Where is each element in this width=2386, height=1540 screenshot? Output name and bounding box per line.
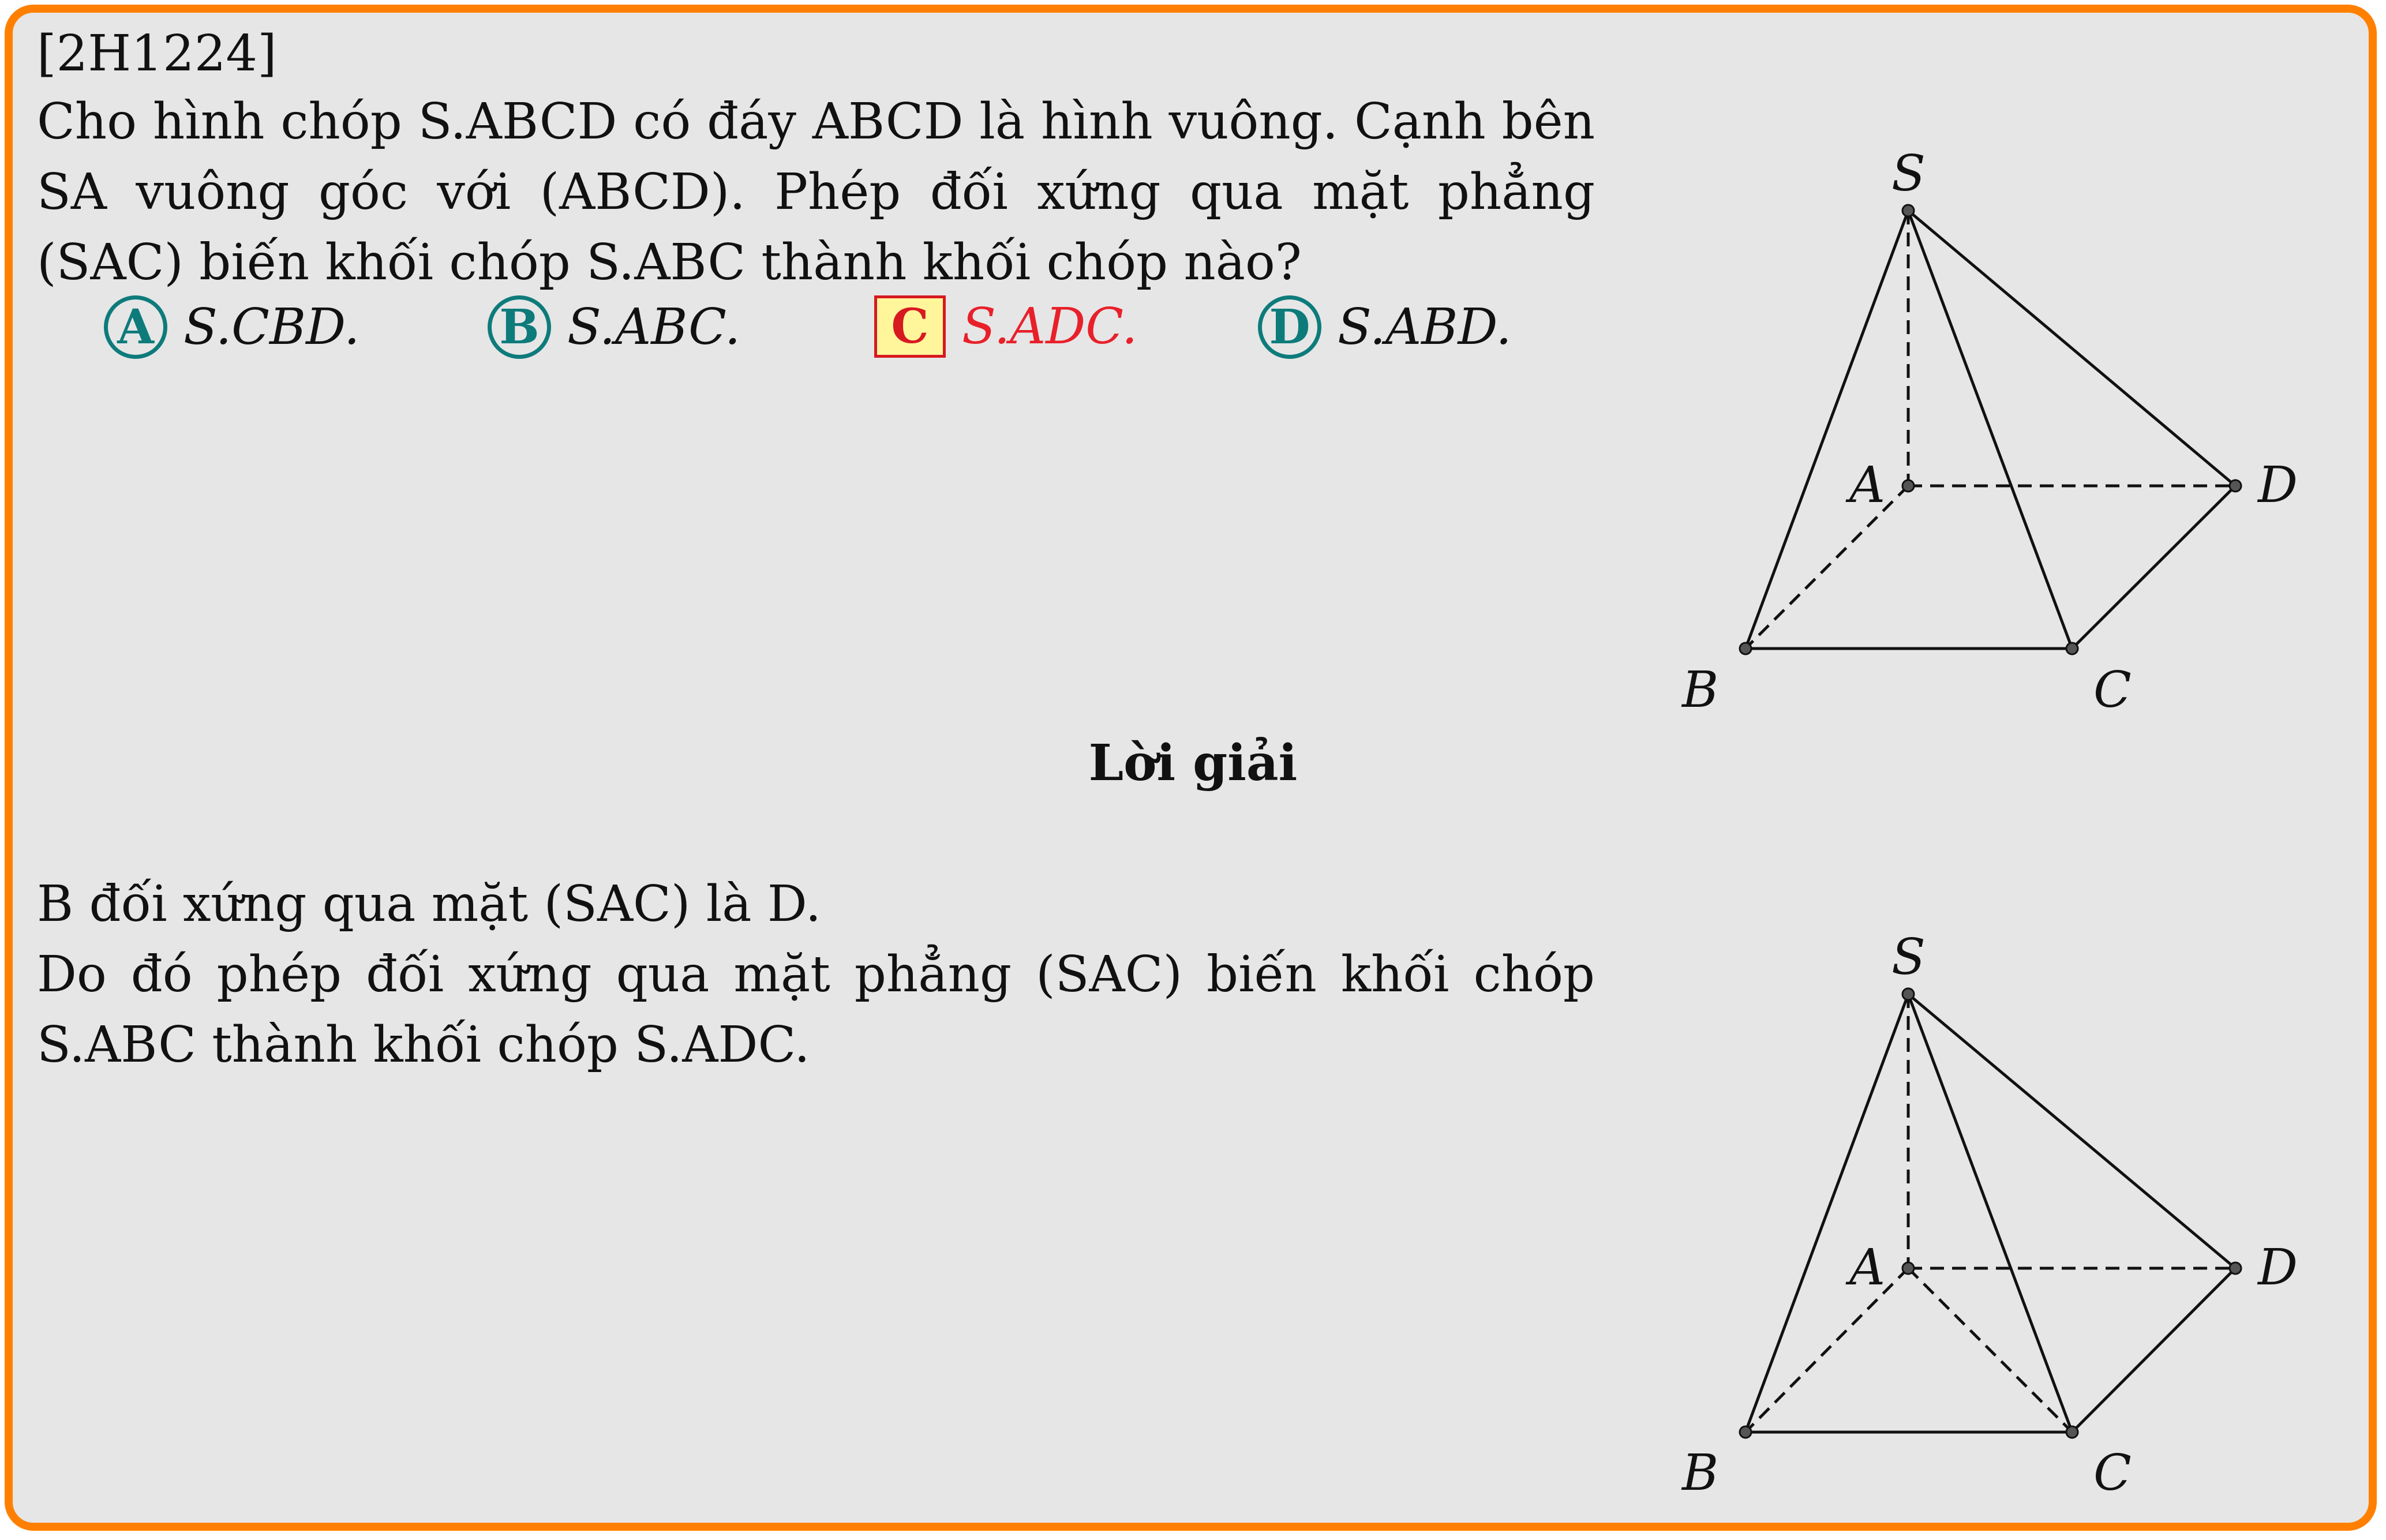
- sol-label-c: C: [2093, 1444, 2132, 1502]
- option-b-text: S.ABC.: [567, 298, 741, 356]
- label-c: C: [2093, 661, 2132, 719]
- sol-edge-sd: [1908, 994, 2235, 1268]
- option-c-text: S.ADC.: [962, 298, 1138, 355]
- label-s: S: [1891, 145, 1926, 203]
- option-b-badge: B: [488, 295, 551, 359]
- label-b: B: [1682, 661, 1719, 719]
- sol-label-a: A: [1849, 1239, 1886, 1297]
- sol-label-b: B: [1682, 1444, 1719, 1502]
- option-d-text: S.ABD.: [1338, 298, 1512, 356]
- sol-point-s: [1902, 988, 1914, 1000]
- question-text: Cho hình chóp S.ABCD có đáy ABCD là hình vuông. Cạnh bên SA vuông góc với (ABCD). Phép đối xứng qua mặt phẳng (SAC) biến khối chóp S.ABC thành khối chóp nào?: [37, 93, 1595, 291]
- option-c-badge-correct: C: [874, 295, 946, 358]
- sol-label-s: S: [1891, 928, 1926, 986]
- option-a-badge: A: [104, 295, 167, 359]
- option-d-badge: D: [1258, 295, 1321, 359]
- label-d: D: [2258, 456, 2298, 514]
- solution-line-2: Do đó phép đối xứng qua mặt phẳng (SAC) biến khối chóp S.ABC thành khối chóp S.ADC.: [37, 946, 1595, 1074]
- problem-id: [2H1224]: [37, 25, 277, 83]
- sol-edge-sb: [1746, 994, 1908, 1432]
- sol-edge-ac-hidden: [1908, 1268, 2072, 1432]
- sol-point-a: [1902, 1262, 1914, 1274]
- sol-label-d: D: [2258, 1239, 2298, 1297]
- solution-line-1: B đối xứng qua mặt (SAC) là D.: [37, 875, 822, 933]
- sol-point-d: [2230, 1262, 2241, 1274]
- label-a: A: [1849, 456, 1886, 514]
- sol-point-b: [1740, 1426, 1751, 1438]
- sol-edge-sc: [1908, 994, 2072, 1432]
- sol-point-c: [2066, 1426, 2078, 1438]
- solution-heading: Lời giải: [1088, 734, 1298, 792]
- sol-edge-cd: [2072, 1268, 2235, 1432]
- option-a-text: S.CBD.: [183, 298, 360, 356]
